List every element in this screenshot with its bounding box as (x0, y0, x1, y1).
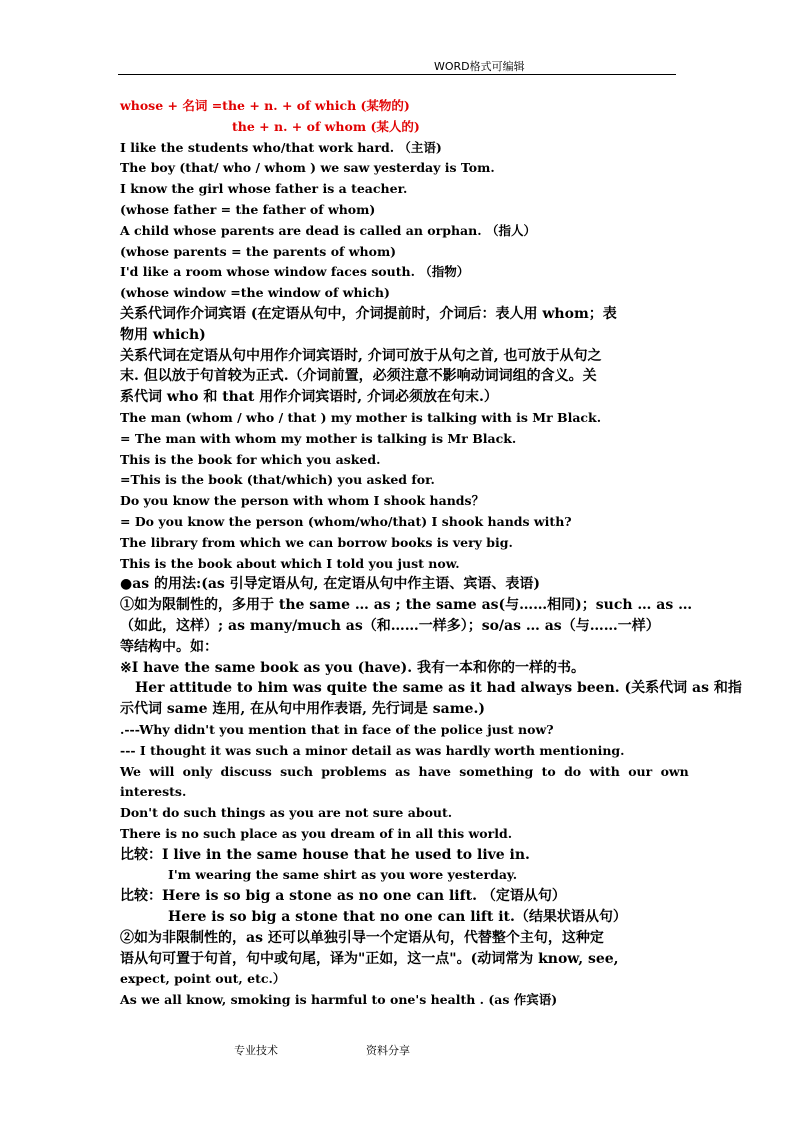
text-line: ②如为非限制性的，as 还可以单独引导一个定语从句，代替整个主句，这种定 (120, 929, 604, 946)
text-line: Don't do such things as you are not sure about. (120, 805, 453, 821)
text-line: 关系代词在定语从句中用作介词宾语时, 介词可放于从句之首, 也可放于从句之 (120, 347, 602, 364)
text-line: A child whose parents are dead is called an orphan. （指人） (120, 222, 536, 238)
text-line: the + n. + of whom (某人的) (232, 118, 420, 134)
text-line: (whose father = the father of whom) (120, 201, 376, 217)
text-line: 语从句可置于句首，句中或句尾，译为"正如，这一点"。(动词常为 know, see, (120, 950, 619, 967)
text-line: --- I thought it was such a minor detail as was hardly worth mentioning. (120, 742, 625, 758)
text-line: I'm wearing the same shirt as you wore yesterday. (168, 867, 518, 883)
footer-left: 专业技术 (234, 1044, 278, 1057)
text-line: 示代词 same 连用, 在从句中用作表语, 先行词是 same.) (120, 701, 485, 718)
text-line: We will only discuss such problems as have something to do with our own (120, 763, 689, 779)
text-line: 关系代词作介词宾语 (在定语从句中，介词提前时，介词后：表人用 whom；表 (120, 305, 617, 322)
text-line: Do you know the person with whom I shook hands？ (120, 493, 485, 509)
text-line: This is the book about which I told you just now. (120, 555, 460, 571)
text-line: (whose window =the window of which) (120, 285, 390, 301)
text-line: 末. 但以放于句首较为正式.（介词前置，必须注意不影响动词词组的含义。关 (120, 368, 597, 385)
text-line: As we all know, smoking is harmful to one's health . (as 作宾语) (120, 992, 558, 1008)
text-line: The man (whom / who / that ) my mother is talking with is Mr Black. (120, 409, 602, 425)
text-line: 比较：Here is so big a stone as no one can lift. （定语从句） (120, 888, 566, 905)
page-header (118, 57, 676, 75)
text-line: ※I have the same book as you (have). 我有一本和你的一样的书。 (120, 659, 585, 676)
text-line: 比较：I live in the same house that he used to live in. (120, 846, 530, 863)
text-line: expect, point out, etc.） (120, 971, 286, 987)
text-line: 等结构中。如： (120, 638, 218, 655)
footer-right: 资料分享 (366, 1044, 410, 1057)
text-line: = The man with whom my mother is talking is Mr Black. (120, 430, 517, 446)
text-line: = Do you know the person (whom/who/that) I shook hands with? (120, 513, 572, 529)
text-line: (whose parents = the parents of whom) (120, 243, 397, 259)
text-line: （如此，这样）; as many/much as（和……一样多）；so/as … as（与……一样） (120, 617, 660, 634)
text-line: I'd like a room whose window faces south. （指物） (120, 264, 470, 280)
document-body (120, 96, 742, 1011)
text-line: whose + 名词 =the + n. + of which (某物的) (120, 98, 410, 113)
text-line: This is the book for which you asked. (120, 451, 381, 467)
text-line: 系代词 who 和 that 用作介词宾语时, 介词必须放在句末.） (120, 389, 498, 406)
text-line: =This is the book (that/which) you asked for. (120, 472, 435, 488)
header-text: WORD格式可编辑 (434, 60, 525, 73)
text-line: interests. (120, 784, 187, 800)
text-line: The library from which we can borrow books is very big. (120, 534, 513, 550)
text-line: .---Why didn't you mention that in face of the police just now? (120, 721, 554, 737)
text-line: 物用 which) (120, 326, 206, 343)
text-line: Here is so big a stone that no one can lift it.（结果状语从句） (168, 909, 627, 926)
text-line: Her attitude to him was quite the same as it had always been. (关系代词 as 和指 (135, 680, 742, 697)
text-line: I know the girl whose father is a teacher. (120, 181, 408, 197)
text-line: ①如为限制性的，多用于 the same … as ; the same as(与……相同)；such … as … (120, 597, 693, 614)
text-line: I like the students who/that work hard. （主语) (120, 139, 442, 155)
text-line: The boy (that/ who / whom ) we saw yesterday is Tom. (120, 160, 495, 176)
text-line: ●as 的用法:(as 引导定语从句, 在定语从句中作主语、宾语、表语) (120, 576, 541, 593)
text-line: There is no such place as you dream of in all this world. (120, 825, 513, 841)
